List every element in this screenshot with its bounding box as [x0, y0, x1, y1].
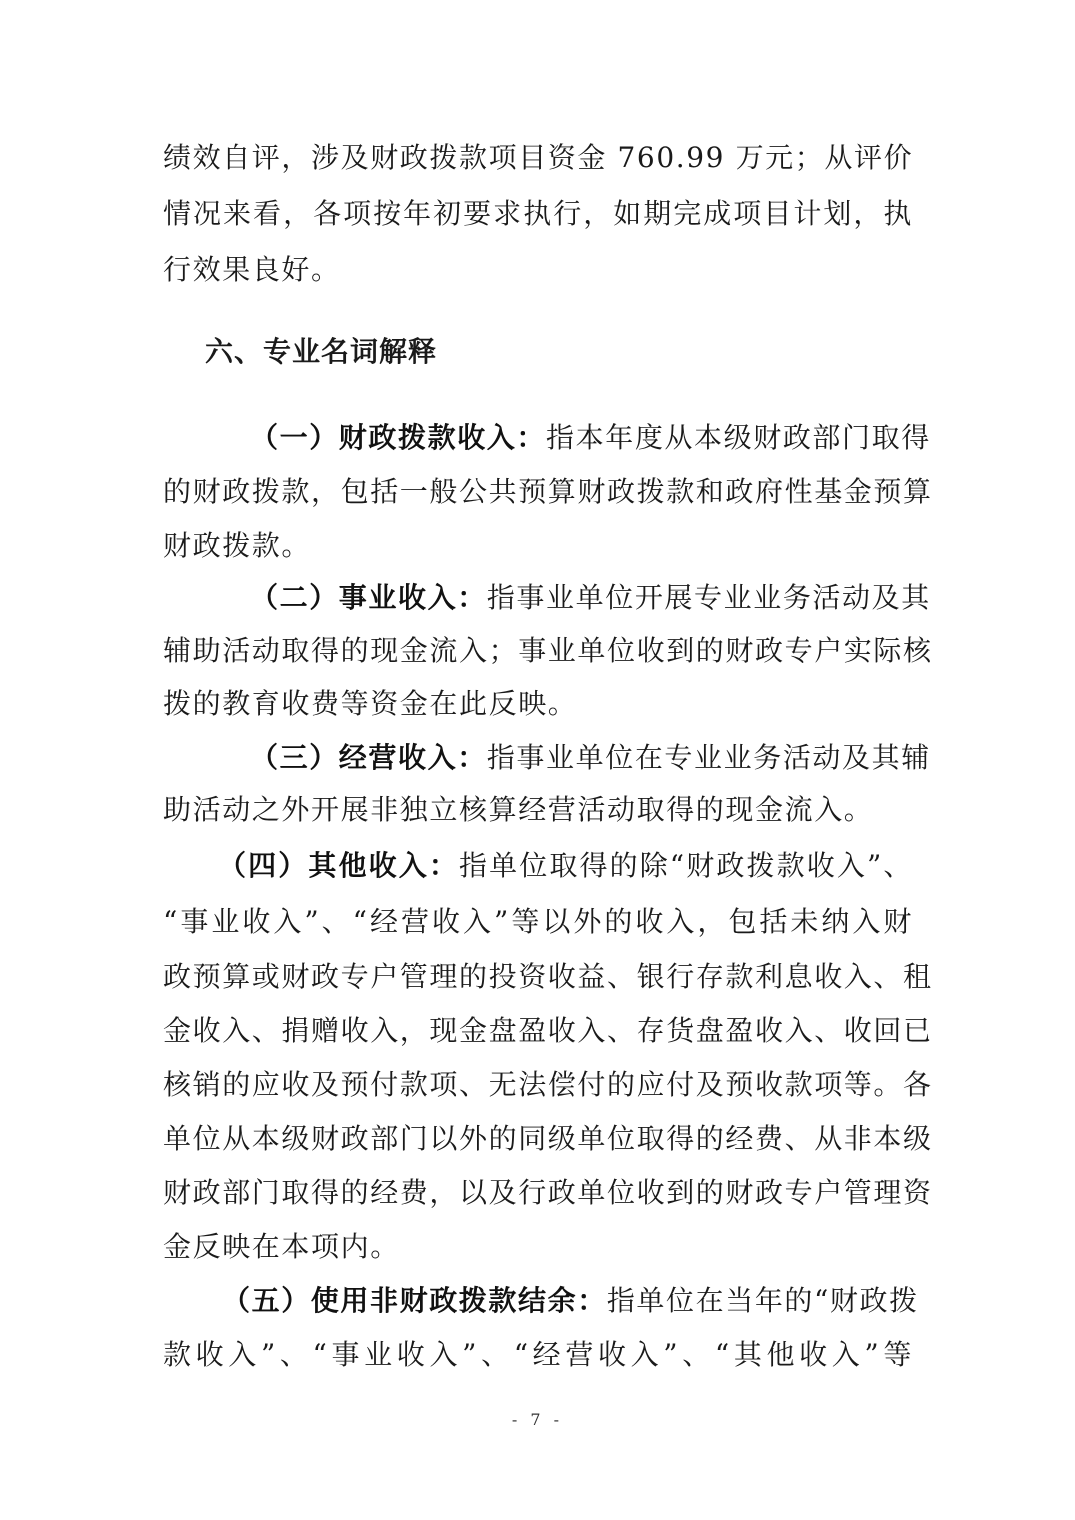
definition-term: （二）事业收入： — [250, 581, 487, 614]
section-heading: 六、专业名词解释 — [205, 335, 438, 368]
page-number: - 7 - — [511, 1410, 564, 1429]
definition-text: 指单位在当年的“财政拨 — [606, 1284, 919, 1317]
definition-text: 指单位取得的除“财政拨款收入”、 — [458, 849, 913, 882]
definition-line: 核销的应收及预付款项、无法偿付的应付及预收款项等。各 — [163, 1068, 933, 1101]
definition-line: 辅助活动取得的现金流入；事业单位收到的财政专户实际核 — [163, 634, 933, 667]
definition-line: 财政部门取得的经费，以及行政单位收到的财政专户管理资 — [163, 1176, 933, 1209]
definition-line: 拨的教育收费等资金在此反映。 — [163, 687, 578, 720]
definition-first-line — [250, 578, 931, 618]
definition-term: （四）其他收入： — [218, 849, 459, 882]
definition-line: 政预算或财政专户管理的投资收益、银行存款利息收入、租 — [163, 960, 933, 993]
definition-line: 助活动之外开展非独立核算经营活动取得的现金流入。 — [163, 793, 874, 826]
definition-line: “事业收入”、“经营收入”等以外的收入，包括未纳入财 — [163, 905, 913, 938]
intro-line: 情况来看，各项按年初要求执行，如期完成项目计划，执 — [163, 197, 913, 230]
definition-line: 单位从本级财政部门以外的同级单位取得的经费、从非本级 — [163, 1122, 933, 1155]
definition-text: 指事业单位在专业业务活动及其辅 — [486, 741, 931, 774]
definition-line: 金反映在本项内。 — [163, 1230, 400, 1263]
definition-line: 的财政拨款，包括一般公共预算财政拨款和政府性基金预算 — [163, 475, 933, 508]
definition-text: 指事业单位开展专业业务活动及其 — [486, 581, 931, 614]
definition-line: 财政拨款。 — [163, 529, 312, 562]
intro-line: 行效果良好。 — [163, 253, 341, 286]
definition-text: 指本年度从本级财政部门取得 — [546, 421, 931, 454]
definition-line: 款收入”、“事业收入”、“经营收入”、“其他收入”等 — [163, 1338, 913, 1371]
definition-first-line — [250, 738, 931, 778]
definition-term: （三）经营收入： — [250, 741, 487, 774]
definition-first-line — [218, 846, 913, 886]
intro-line: 绩效自评，涉及财政拨款项目资金 760.99 万元；从评价 — [163, 141, 914, 174]
definition-first-line — [222, 1281, 919, 1321]
definition-term: （五）使用非财政拨款结余： — [222, 1284, 607, 1317]
definition-first-line — [250, 418, 931, 458]
definition-term: （一）财政拨款收入： — [250, 421, 547, 454]
definition-line: 金收入、捐赠收入，现金盘盈收入、存货盘盈收入、收回已 — [163, 1014, 933, 1047]
